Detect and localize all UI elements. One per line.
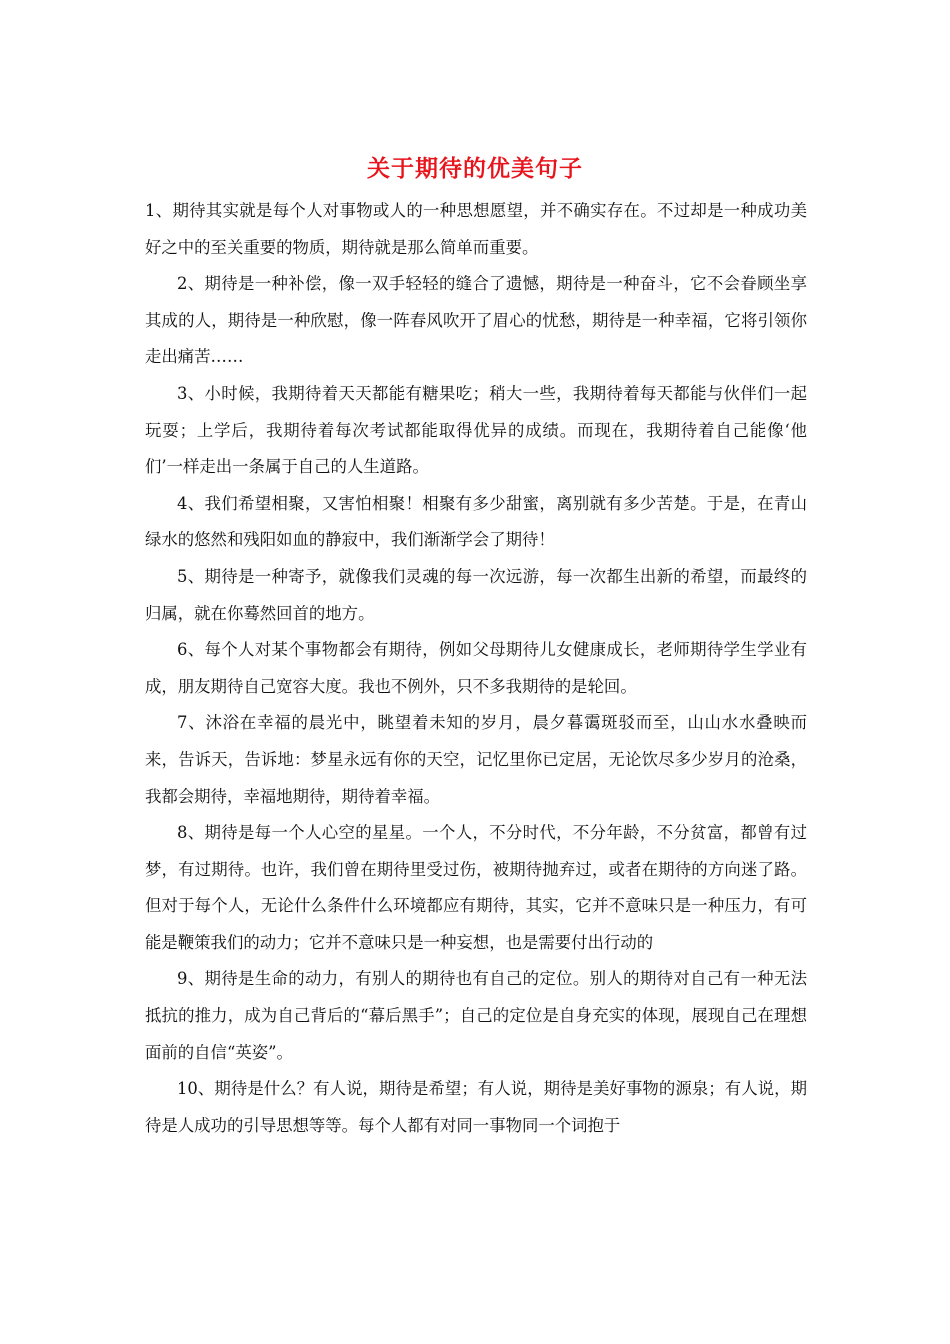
paragraph-9: 9、期待是生命的动力，有别人的期待也有自己的定位。别人的期待对自己有一种无法抵抗的推力，成为自己背后的“幕后黑手”；自己的定位是自身充实的体现，展现自己在理想面前的自信“英姿”。 <box>145 969 807 1062</box>
paragraph-2: 2、期待是一种补偿，像一双手轻轻的缝合了遗憾，期待是一种奋斗，它不会眷顾坐享其成的人，期待是一种欣慰，像一阵春风吹开了眉心的忧愁，期待是一种幸福，它将引领你走出痛苦…… <box>145 274 807 367</box>
paragraph-4: 4、我们希望相聚，又害怕相聚！相聚有多少甜蜜，离别就有多少苦楚。于是，在青山绿水的悠然和残阳如血的静寂中，我们渐渐学会了期待！ <box>145 493 807 550</box>
paragraph-5: 5、期待是一种寄予，就像我们灵魂的每一次远游，每一次都生出新的希望，而最终的归属，就在你蓦然回首的地方。 <box>145 566 807 623</box>
document-title: 关于期待的优美句子 <box>367 155 583 182</box>
paragraph-10: 10、期待是什么？有人说，期待是希望；有人说，期待是美好事物的源泉；有人说，期待是人成功的引导思想等等。每个人都有对同一事物同一个词抱于 <box>145 1079 807 1135</box>
document-body <box>145 193 807 1144</box>
paragraph-1: 1、期待其实就是每个人对事物或人的一种思想愿望，并不确实存在。不过却是一种成功美好之中的至关重要的物质，期待就是那么简单而重要。 <box>145 201 807 257</box>
paragraph-7: 7、沐浴在幸福的晨光中，眺望着未知的岁月，晨夕暮霭斑驳而至，山山水水叠映而来，告诉天，告诉地：梦星永远有你的天空，记忆里你已定居，无论饮尽多少岁月的沧桑，我都会期待，幸福地期待，期待着幸福。 <box>145 713 807 806</box>
paragraph-6: 6、每个人对某个事物都会有期待，例如父母期待儿女健康成长，老师期待学生学业有成，朋友期待自己宽容大度。我也不例外，只不多我期待的是轮回。 <box>145 640 807 696</box>
paragraph-8: 8、期待是每一个人心空的星星。一个人，不分时代，不分年龄，不分贫富，都曾有过梦，有过期待。也许，我们曾在期待里受过伤，被期待抛弃过，或者在期待的方向迷了路。但对于每个人，无论什么条件什么环境都应有期待，其实，它并不意味只是一种压力，有可能是鞭策我们的动力；它并不意味只是一种妄想，也是需要付出行动的 <box>145 823 807 952</box>
paragraph-3: 3、小时候，我期待着天天都能有糖果吃；稍大一些，我期待着每天都能与伙伴们一起玩耍；上学后，我期待着每次考试都能取得优异的成绩。而现在，我期待着自己能像‘他们’一样走出一条属于自己的人生道路。 <box>145 383 807 477</box>
